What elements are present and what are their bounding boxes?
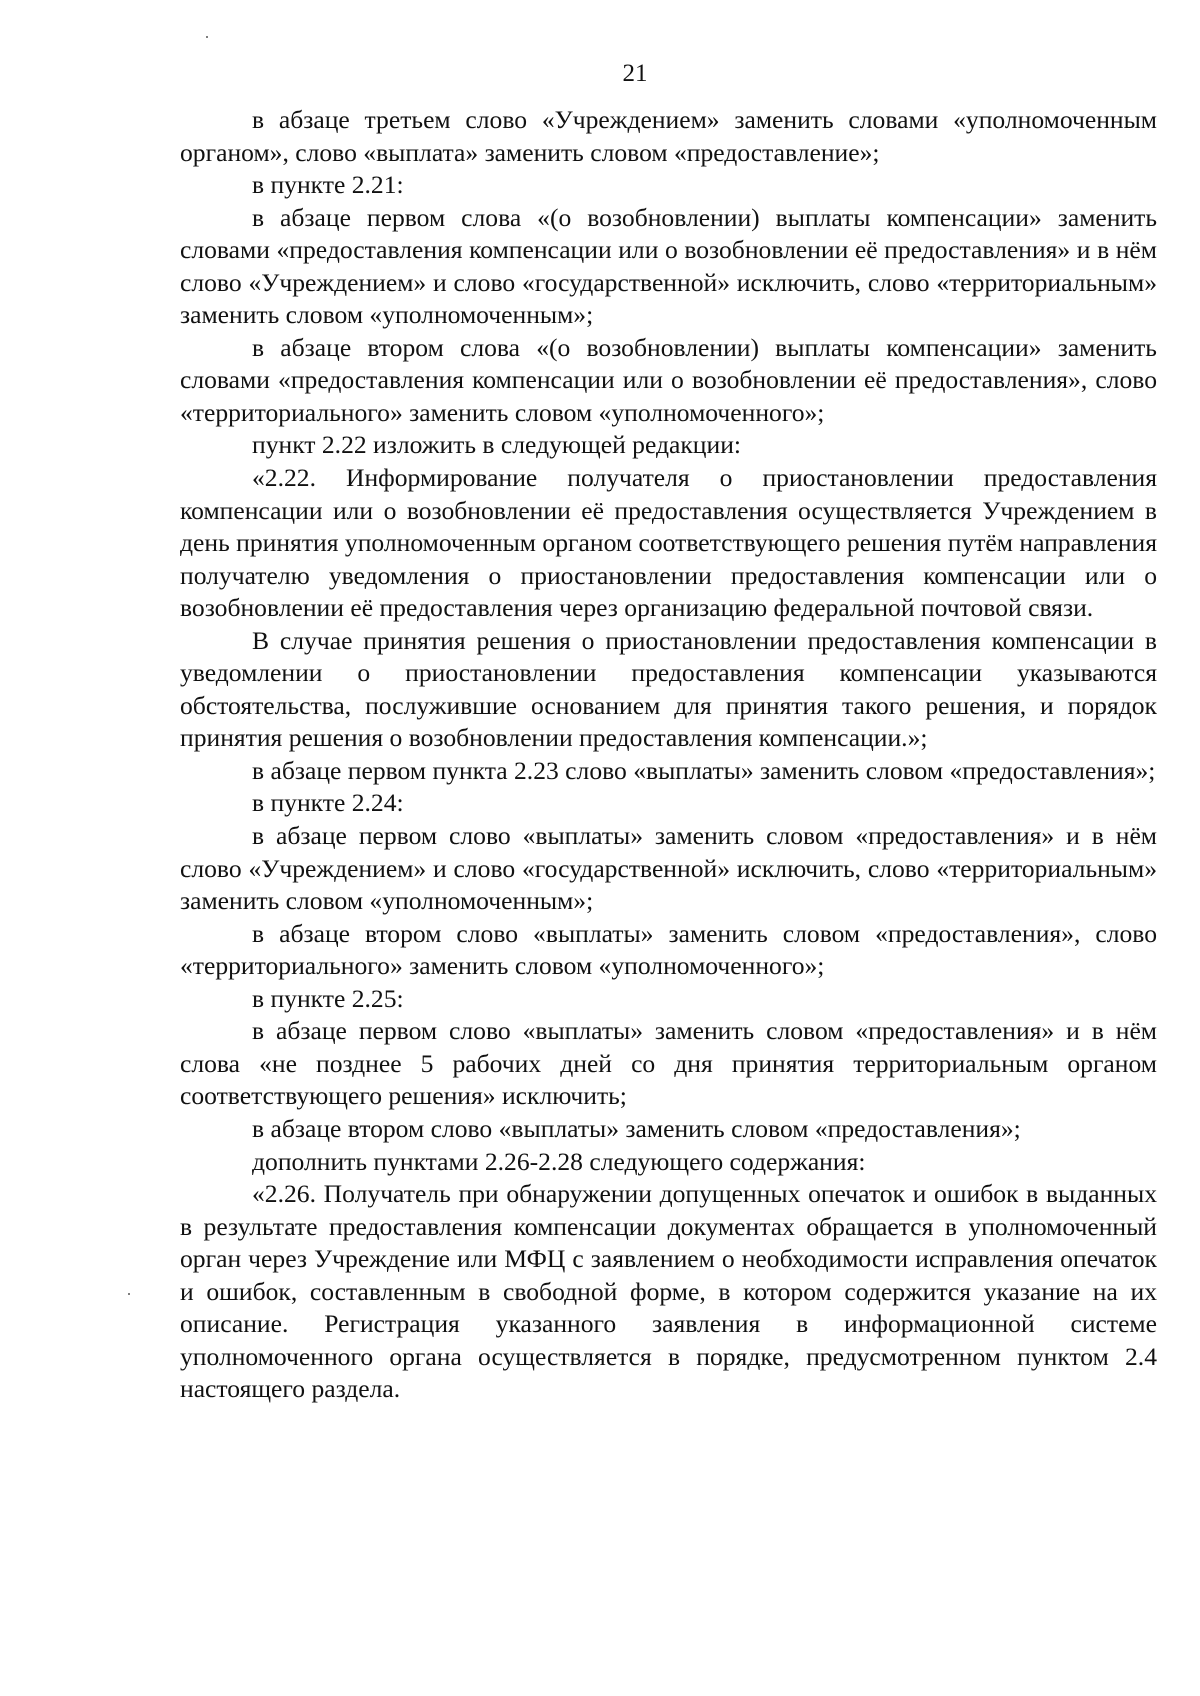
document-body (180, 104, 1157, 1406)
page-number: 21 (622, 60, 648, 87)
paragraph: в абзаце первом пункта 2.23 слово «выплаты» заменить словом «предоставления»; (252, 755, 1156, 785)
paragraph: пункт 2.22 изложить в следующей редакции: (252, 430, 742, 460)
paragraph: в пункте 2.24: (252, 788, 404, 818)
paragraph: В случае принятия решения о приостановлении предоставления компенсации в уведомлении о приостановлении предоставления компенсации указываются обстоятельства, послужившие основанием для принятия такого решения, и порядок принятия решения о возобновлении предоставления компенсации.»; (180, 625, 1157, 753)
paragraph: в пункте 2.21: (252, 170, 404, 200)
paragraph: в абзаце первом слово «выплаты» заменить словом «предоставления» и в нём слова «не позднее 5 рабочих дней со дня принятия территориальным органом соответствующего решения» исключить; (180, 1016, 1157, 1111)
paragraph: дополнить пунктами 2.26-2.28 следующего содержания: (252, 1146, 866, 1176)
paragraph: в абзаце втором слово «выплаты» заменить словом «предоставления»; (252, 1113, 1021, 1143)
paragraph: в абзаце втором слово «выплаты» заменить словом «предоставления», слово «территориального» заменить словом «уполномоченного»; (180, 918, 1157, 981)
paragraph: «2.22. Информирование получателя о приостановлении предоставления компенсации или о возобновлении её предоставления осуществляется Учреждением в день принятия уполномоченным органом соответствующего решения путём направления получателю уведомления о приостановлении предоставления компенсации или о возобновлении её предоставления через организацию федеральной почтовой связи. (180, 463, 1157, 623)
paragraph: в пункте 2.25: (252, 983, 404, 1013)
paragraph: в абзаце третьем слово «Учреждением» заменить словами «уполномоченным органом», слово «выплата» заменить словом «предоставление»; (180, 105, 1157, 167)
paragraph: «2.26. Получатель при обнаружении допущенных опечаток и ошибок в выданных в результате предоставления компенсации документах обращается в уполномоченный орган через Учреждение или МФЦ с заявлением о необходимости исправления опечаток и ошибок, составленным в свободной форме, в котором содержится указание на их описание. Регистрация указанного заявления в информационной системе уполномоченного органа осуществляется в порядке, предусмотренном пунктом 2.4 настоящего раздела. (180, 1179, 1157, 1404)
paragraph: в абзаце втором слова «(о возобновлении) выплаты компенсации» заменить словами «предоставления компенсации или о возобновлении её предоставления», слово «территориального» заменить словом «уполномоченного»; (180, 332, 1157, 427)
scan-speck (206, 36, 208, 38)
scan-speck (128, 1293, 130, 1295)
paragraph: в абзаце первом слово «выплаты» заменить словом «предоставления» и в нём слово «Учреждением» и слово «государственной» исключить, слово «территориальным» заменить словом «уполномоченным»; (180, 821, 1157, 916)
paragraph: в абзаце первом слова «(о возобновлении) выплаты компенсации» заменить словами «предоставления компенсации или о возобновлении её предоставления» и в нём слово «Учреждением» и слово «государственной» исключить, слово «территориальным» заменить словом «уполномоченным»; (180, 202, 1157, 330)
